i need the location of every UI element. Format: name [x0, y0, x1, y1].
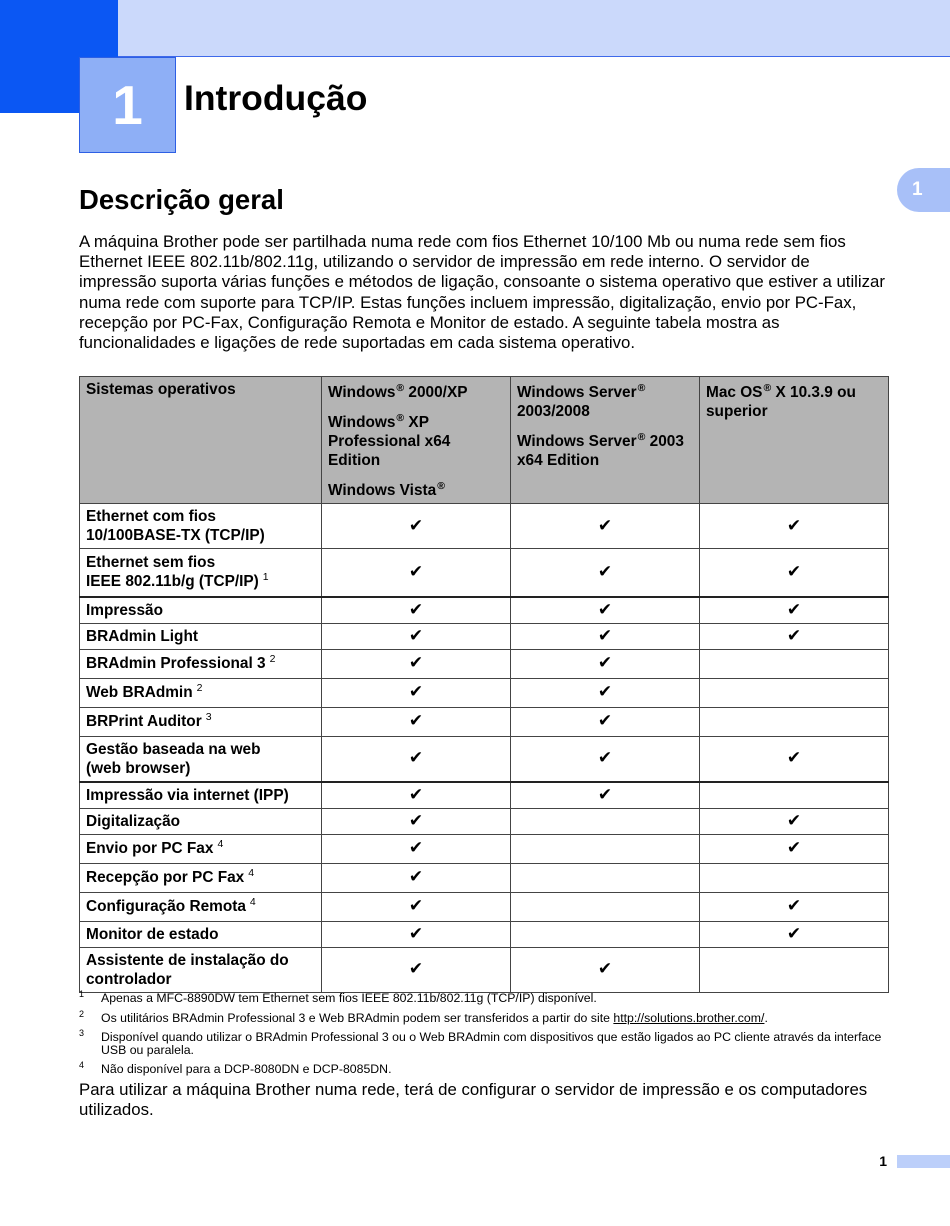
feature-name: Assistente de instalação do controlador — [86, 951, 289, 988]
header-os-entry — [328, 380, 504, 402]
check-mark-icon: ✔ — [597, 711, 613, 731]
check-mark-icon: ✔ — [408, 682, 424, 702]
feature-name: Impressão — [86, 601, 163, 619]
os-version-text: 2003/2008 — [517, 403, 590, 420]
support-cell — [700, 834, 889, 863]
os-version-text: 2000/XP — [404, 384, 468, 401]
os-version-text: X 10.3.9 ou superior — [706, 384, 856, 420]
feature-name: Ethernet com fios 10/100BASE-TX (TCP/IP) — [86, 508, 265, 544]
support-cell — [700, 678, 889, 707]
registered-mark: ® — [763, 382, 772, 394]
footnote-number: 4 — [79, 1060, 85, 1070]
table-row — [80, 504, 889, 549]
check-mark-icon: ✔ — [408, 923, 424, 944]
intro-paragraph: A máquina Brother pode ser partilhada numa rede com fios Ethernet 10/100 Mb ou numa rede sem fios Ethernet IEEE 802.11b/802.11g, utilizando o servidor de impressão em rede interno. O servidor de impressão suporta várias funções e métodos de ligação, consoante o sistema operativo que estiver a utilizar numa rede com suporte para TCP/IP. Estas funções incluem impressão, digitalização, envio por PC-Fax, recepção por PC-Fax, Configuração Remota e Monitor de estado. A seguinte tabela mostra as funcionalidades e ligações de rede suportadas em cada sistema operativo. — [79, 232, 885, 353]
check-mark-icon: ✔ — [408, 515, 424, 536]
support-cell — [700, 707, 889, 736]
support-cell — [511, 892, 700, 921]
support-cell — [700, 808, 889, 834]
support-cell — [511, 707, 700, 736]
support-cell — [700, 892, 889, 921]
row-label — [80, 736, 322, 782]
support-cell — [700, 649, 889, 678]
check-mark-icon: ✔ — [408, 959, 424, 979]
os-version-text: 2003 x64 Edition — [517, 433, 684, 469]
support-cell — [322, 597, 511, 624]
feature-name: Ethernet sem fios IEEE 802.11b/g (TCP/IP) — [86, 554, 259, 591]
row-label — [80, 782, 322, 809]
table-row — [80, 892, 889, 921]
row-label — [80, 834, 322, 863]
footnote-ref: 2 — [196, 682, 203, 694]
os-name-text: Windows Server — [517, 384, 637, 401]
support-cell — [322, 892, 511, 921]
footnote — [79, 1008, 889, 1025]
feature-name: BRAdmin Light — [86, 627, 198, 645]
support-cell — [322, 834, 511, 863]
registered-mark: ® — [396, 412, 405, 424]
support-cell — [511, 504, 700, 549]
check-mark-icon: ✔ — [597, 599, 613, 620]
support-cell — [322, 549, 511, 597]
support-cell — [700, 863, 889, 892]
check-mark-icon: ✔ — [597, 682, 613, 702]
footnote-text-before: Os utilitários BRAdmin Professional 3 e Web BRAdmin podem ser transferidos a partir do site — [101, 1010, 614, 1025]
table-header-cell — [700, 377, 889, 504]
chapter-side-tab — [897, 168, 950, 212]
support-cell — [322, 623, 511, 649]
support-cell — [700, 623, 889, 649]
chapter-side-tab-number: 1 — [912, 179, 923, 200]
closing-paragraph: Para utilizar a máquina Brother numa rede, terá de configurar o servidor de impressão e os computadores utilizados. — [79, 1080, 868, 1120]
header-os-entry — [517, 380, 693, 421]
support-cell — [700, 736, 889, 782]
support-cell — [322, 736, 511, 782]
check-mark-icon: ✔ — [597, 748, 613, 768]
footnote-number: 1 — [79, 989, 85, 999]
footnote-text — [101, 1011, 768, 1025]
footnote-link[interactable]: http://solutions.brother.com/ — [613, 1010, 765, 1025]
feature-name: Digitalização — [86, 812, 181, 830]
footnote-text: Disponível quando utilizar o BRAdmin Professional 3 ou o Web BRAdmin com dispositivos que estão ligados ao PC cliente através da interface USB ou paralela. — [101, 1030, 882, 1057]
check-mark-icon: ✔ — [597, 959, 613, 979]
row-label — [80, 863, 322, 892]
support-cell — [511, 921, 700, 947]
footnote-ref: 1 — [262, 571, 269, 584]
support-cell — [511, 678, 700, 707]
table-body — [80, 504, 889, 993]
header-os-entry — [86, 380, 315, 399]
footnote-ref: 4 — [249, 896, 256, 908]
row-label — [80, 808, 322, 834]
table-row — [80, 649, 889, 678]
footnote-text: Apenas a MFC-8890DW tem Ethernet sem fios IEEE 802.11b/802.11g (TCP/IP) disponível. — [101, 991, 597, 1005]
table-row — [80, 736, 889, 782]
support-cell — [511, 623, 700, 649]
support-cell — [511, 649, 700, 678]
footnote-text: Não disponível para a DCP-8080DN e DCP-8085DN. — [101, 1062, 392, 1076]
chapter-number-box — [79, 57, 176, 153]
support-cell — [511, 597, 700, 624]
feature-name: Configuração Remota — [86, 898, 246, 915]
feature-name: Recepção por PC Fax — [86, 869, 245, 886]
row-label — [80, 892, 322, 921]
row-label — [80, 623, 322, 649]
header-os-entry — [517, 429, 693, 470]
registered-mark: ® — [637, 431, 646, 443]
support-cell — [511, 782, 700, 809]
row-label — [80, 707, 322, 736]
feature-name: Monitor de estado — [86, 925, 219, 943]
check-mark-icon: ✔ — [408, 838, 424, 858]
table-row — [80, 623, 889, 649]
table-row — [80, 921, 889, 947]
footnote-ref: 4 — [217, 838, 224, 850]
check-mark-icon: ✔ — [408, 711, 424, 731]
check-mark-icon: ✔ — [408, 867, 424, 887]
check-mark-icon: ✔ — [408, 896, 424, 916]
support-cell — [511, 808, 700, 834]
support-cell — [700, 921, 889, 947]
table-header-cell — [80, 377, 322, 504]
check-mark-icon: ✔ — [786, 923, 802, 944]
os-version-text: XP Professional x64 Edition — [328, 414, 451, 469]
support-cell — [511, 863, 700, 892]
footnote-text-after: . — [764, 1010, 768, 1025]
check-mark-icon: ✔ — [786, 515, 802, 536]
support-cell — [700, 947, 889, 992]
support-cell — [322, 947, 511, 992]
footnotes — [79, 989, 889, 1083]
row-label — [80, 921, 322, 947]
support-cell — [322, 808, 511, 834]
table-head — [80, 377, 889, 504]
feature-name: Envio por PC Fax — [86, 840, 214, 857]
chapter-number: 1 — [112, 73, 143, 136]
check-mark-icon: ✔ — [597, 625, 613, 646]
row-label — [80, 947, 322, 992]
check-mark-icon: ✔ — [408, 561, 424, 582]
check-mark-icon: ✔ — [786, 838, 802, 858]
feature-name: Impressão via internet (IPP) — [86, 786, 289, 804]
check-mark-icon: ✔ — [597, 653, 613, 673]
check-mark-icon: ✔ — [786, 748, 802, 768]
feature-name: BRPrint Auditor — [86, 713, 202, 730]
check-mark-icon: ✔ — [597, 515, 613, 536]
support-cell — [322, 649, 511, 678]
support-cell — [322, 782, 511, 809]
table-row — [80, 707, 889, 736]
row-label — [80, 678, 322, 707]
support-cell — [511, 736, 700, 782]
check-mark-icon: ✔ — [786, 810, 802, 831]
footnote-ref: 2 — [269, 653, 276, 665]
support-cell — [511, 947, 700, 992]
row-label — [80, 597, 322, 624]
check-mark-icon: ✔ — [786, 599, 802, 620]
page-number-bar — [897, 1155, 950, 1168]
os-name-text: Windows Server — [517, 433, 637, 450]
check-mark-icon: ✔ — [408, 599, 424, 620]
os-support-table — [79, 376, 889, 993]
table-row — [80, 863, 889, 892]
check-mark-icon: ✔ — [408, 653, 424, 673]
header-os-entry — [328, 478, 504, 500]
support-cell — [322, 863, 511, 892]
support-cell — [511, 549, 700, 597]
check-mark-icon: ✔ — [597, 784, 613, 805]
check-mark-icon: ✔ — [786, 896, 802, 916]
feature-name: Gestão baseada na web (web browser) — [86, 740, 261, 777]
support-cell — [511, 834, 700, 863]
os-name-text: Windows — [328, 384, 396, 401]
row-label — [80, 649, 322, 678]
table-row — [80, 597, 889, 624]
footnote-number: 3 — [79, 1028, 85, 1038]
check-mark-icon: ✔ — [786, 561, 802, 582]
check-mark-icon: ✔ — [408, 625, 424, 646]
table-header-cell — [511, 377, 700, 504]
check-mark-icon: ✔ — [408, 810, 424, 831]
table-row — [80, 834, 889, 863]
table-header-cell — [322, 377, 511, 504]
header-os-entry — [328, 410, 504, 470]
support-cell — [700, 597, 889, 624]
footnote — [79, 989, 889, 1005]
os-name-text: Sistemas operativos — [86, 381, 236, 398]
table-header-row — [80, 377, 889, 504]
footnote-ref: 3 — [205, 711, 212, 723]
row-label — [80, 549, 322, 597]
header-os-entry — [706, 380, 882, 421]
header-band — [118, 0, 950, 57]
support-cell — [700, 782, 889, 809]
table-row — [80, 782, 889, 809]
feature-name: BRAdmin Professional 3 — [86, 655, 266, 672]
support-cell — [700, 549, 889, 597]
chapter-title: Introdução — [184, 78, 368, 118]
footnote-ref: 4 — [248, 867, 255, 879]
footnote-number: 2 — [79, 1008, 85, 1019]
os-name-text: Windows — [328, 414, 396, 431]
support-cell — [322, 921, 511, 947]
registered-mark: ® — [637, 382, 646, 394]
footnote — [79, 1028, 889, 1057]
footnote — [79, 1060, 889, 1076]
table-row — [80, 678, 889, 707]
section-title: Descrição geral — [79, 184, 284, 215]
support-cell — [322, 707, 511, 736]
check-mark-icon: ✔ — [408, 748, 424, 768]
check-mark-icon: ✔ — [786, 625, 802, 646]
support-cell — [700, 504, 889, 549]
registered-mark: ® — [437, 480, 445, 492]
table-row — [80, 947, 889, 992]
check-mark-icon: ✔ — [597, 561, 613, 582]
check-mark-icon: ✔ — [408, 784, 424, 805]
table-row — [80, 808, 889, 834]
table-row — [80, 549, 889, 597]
support-cell — [322, 504, 511, 549]
os-name-text: Mac OS — [706, 384, 763, 401]
registered-mark: ® — [396, 382, 405, 394]
feature-name: Web BRAdmin — [86, 684, 193, 701]
support-cell — [322, 678, 511, 707]
os-name-text: Windows Vista — [328, 482, 437, 499]
page-number: 1 — [879, 1153, 887, 1169]
row-label — [80, 504, 322, 549]
